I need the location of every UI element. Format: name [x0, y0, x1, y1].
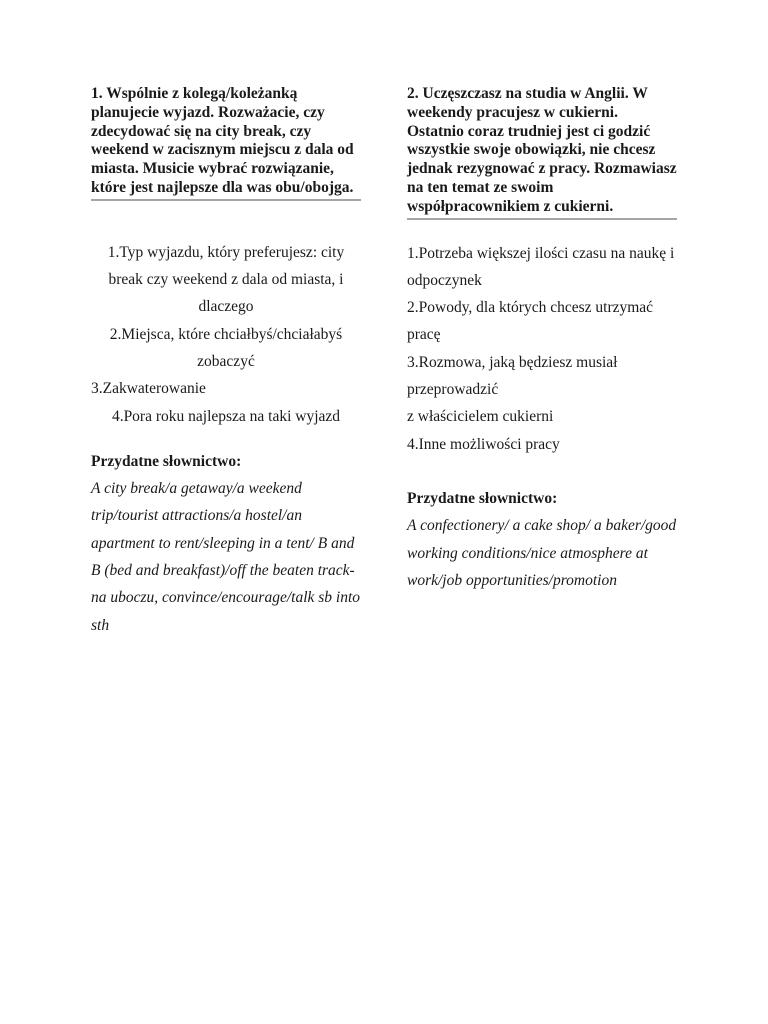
task-2-vocab-text: A confectionery/ a cake shop/ a baker/good working conditions/nice atmosphere at work/job opportunities/promotion	[407, 517, 677, 589]
task-1-vocab-text: A city break/a getaway/a weekend trip/tourist attractions/a hostel/an apartment to rent/sleeping in a tent/ B and B (bed and breakfast)/off the beaten track-na uboczu, convince/encourage/talk sb into sth	[91, 480, 361, 634]
task-2-point: 3.Rozmowa, jaką będziesz musiał przeprowadzić	[407, 353, 618, 399]
task-1-point: 2.Miejsca, które chciałbyś/chciałabyś zobaczyć	[109, 325, 343, 370]
task-2-point: 2.Powody, dla których chcesz utrzymać pracę	[407, 299, 654, 344]
task-2-point: 4.Inne możliwości pracy	[407, 435, 560, 453]
task-2-point: z właścicielem cukierni	[407, 408, 554, 426]
task-2-column	[407, 85, 677, 594]
task-1-point: 4.Pora roku najlepsza na taki wyjazd	[111, 407, 341, 425]
task-1-heading: 1. Wspólnie z kolegą/koleżanką planujecie wyjazd. Rozważacie, czy zdecydować się na city break, czy weekend w zacisznym miejscu z dala od miasta. Musicie wybrać rozwiązanie, które jest najlepsze dla was obu/obojga.	[91, 85, 361, 201]
task-2-vocab-title: Przydatne słownictwo:	[407, 489, 558, 507]
task-2-point: 1.Potrzeba większej ilości czasu na naukę i odpoczynek	[407, 244, 675, 289]
task-1-points	[91, 239, 361, 430]
task-1-point: 1.Typ wyjazdu, który preferujesz: city break czy weekend z dala od miasta, i dlaczego	[107, 243, 345, 316]
task-2-points	[407, 240, 677, 458]
task-1-vocab-title: Przydatne słownictwo:	[91, 452, 242, 470]
task-1-point: 3.Zakwaterowanie	[91, 380, 206, 398]
task-1-column	[91, 85, 361, 639]
task-2-heading: 2. Uczęszczasz na studia w Anglii. W weekendy pracujesz w cukierni. Ostatnio coraz trudniej jest ci godzić wszystkie swoje obowiązki, nie chcesz jednak rezygnować z pracy. Rozmawiasz na ten temat ze swoim współpracownikiem z cukierni.	[407, 85, 677, 220]
